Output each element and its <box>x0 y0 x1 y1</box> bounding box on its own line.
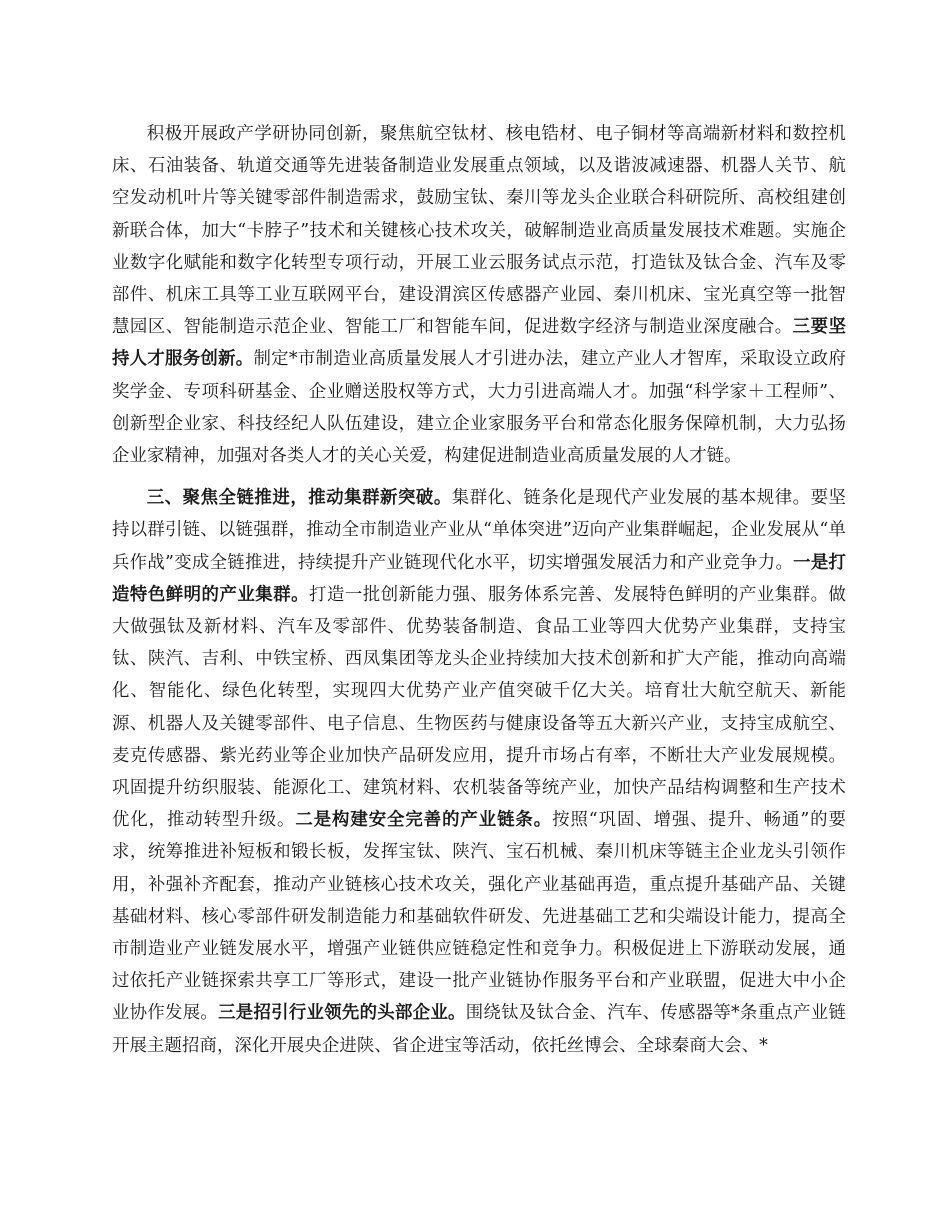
heading-talent-service-innovation: 三要坚持人才服务创新。 <box>112 317 846 370</box>
section-heading-three: 三、聚焦全链推进，推动集群新突破。 <box>146 488 452 509</box>
paragraph-2-intro: 集群化、链条化是现代产业发展的基本规律。要坚持以群引链、以链强群，推动全市制造业产业从“单体突进”迈向产业集群崛起，企业发展从“单兵作战”变成全链推进，持续提升产业链现代化水平，切实增强发展活力和产业竞争力。 <box>112 488 847 573</box>
heading-industry-chain: 二是构建安全完善的产业链条。 <box>295 810 553 831</box>
document-page <box>112 118 846 1062</box>
body-paragraph-2 <box>112 482 846 1062</box>
paragraph-2-cluster-text: 打造一批创新能力强、服务体系完善、发展特色鲜明的产业集群。做大做强钛及新材料、汽车及零部件、优势装备制造、食品工业等四大优势产业集群，支持宝钛、陕汽、吉利、中铁宝桥、西凤集团等龙头企业持续加大技术创新和扩大产能，推动向高端化、智能化、绿色化转型，实现四大优势产业产值突破千亿大关。培育壮大航空航天、新能源、机器人及关键零部件、电子信息、生物医药与健康设备等五大新兴产业，支持宝成航空、麦克传感器、紫光药业等企业加快产品研发应用，提升市场占有率，不断壮大产业发展规模。巩固提升纺织服装、能源化工、建筑材料、农机装备等统产业，加快产品结构调整和生产技术优化，推动转型升级。 <box>112 584 846 831</box>
heading-industry-cluster: 一是打造特色鲜明的产业集群。 <box>112 552 846 605</box>
heading-leading-enterprises: 三是招引行业领先的头部企业。 <box>218 1003 466 1024</box>
paragraph-1-text-cont: 制定*市制造业高质量发展人才引进办法，建立产业人才智库，采取设立政府奖学金、专项科研基金、企业赠送股权等方式，大力引进高端人才。加强“科学家＋工程师”、创新型企业家、科技经纪人队伍建设，建立企业家服务平台和常态化服务保障机制，大力弘扬企业家精神，加强对各类人才的关心关爱，构建促进制造业高质量发展的人才链。 <box>112 349 846 467</box>
paragraph-2-chain-text: 按照“巩固、增强、提升、畅通”的要求，统筹推进补短板和锻长板，发挥宝钛、陕汽、宝石机械、秦川机床等链主企业龙头引领作用，补强补齐配套，推动产业链核心技术攻关，强化产业基础再造，重点提升基础产品、关键基础材料、核心零部件研发制造能力和基础软件研发、先进基础工艺和尖端设计能力，提高全市制造业产业链发展水平，增强产业链供应链稳定性和竞争力。积极促进上下游联动发展，通过依托产业链探索共享工厂等形式，建设一批产业链协作服务平台和产业联盟，促进大中小企业协作发展。 <box>112 810 846 1024</box>
paragraph-2-enterprise-text: 围绕钛及钛合金、汽车、传感器等*条重点产业链开展主题招商，深化开展央企进陕、省企进宝等活动，依托丝博会、全球秦商大会、* <box>112 1003 846 1056</box>
paragraph-1-text: 积极开展政产学研协同创新，聚焦航空钛材、核电锆材、电子铜材等高端新材料和数控机床、石油装备、轨道交通等先进装备制造业发展重点领域，以及谐波减速器、机器人关节、航空发动机叶片等关键零部件制造需求，鼓励宝钛、秦川等龙头企业联合科研院所、高校组建创新联合体，加大“卡脖子”技术和关键核心技术攻关，破解制造业高质量发展技术难题。实施企业数字化赋能和数字化转型专项行动，开展工业云服务试点示范，打造钛及钛合金、汽车及零部件、机床工具等工业互联网平台，建设渭滨区传感器产业园、秦川机床、宝光真空等一批智慧园区、智能制造示范企业、智能工厂和智能车间，促进数字经济与制造业深度融合。 <box>112 124 846 338</box>
body-paragraph-1 <box>112 118 846 472</box>
